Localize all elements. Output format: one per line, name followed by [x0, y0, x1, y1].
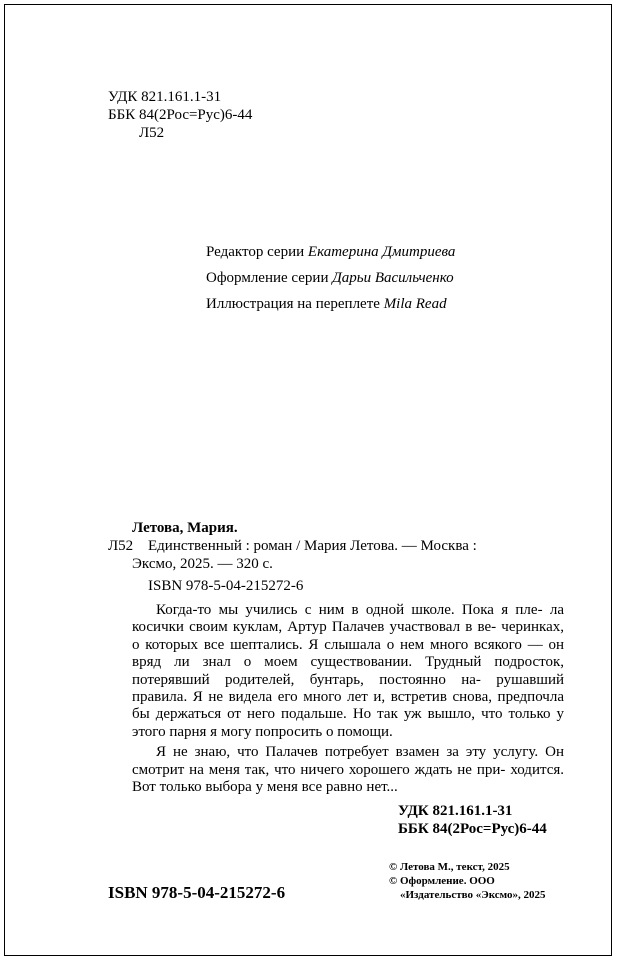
annotation-line: снова, предпочла бы держаться от него подальше. Но так уж — [132, 689, 564, 723]
credit-name: Екатерина Дмитриева — [307, 244, 456, 260]
annotation-paragraph — [132, 602, 564, 741]
annotation-line: ходится. Вот только выбора у меня все равно нет... — [132, 761, 565, 796]
annotation-line: Когда-то мы учились с ним в одной школе. Пока я пле- — [156, 602, 543, 618]
annotation-line: ла косички своим куклам, Артур Палачев участвовал в ве- — [132, 602, 565, 636]
bbk-header: ББК 84(2Рос=Рус)6-44 — [108, 107, 253, 123]
footer-isbn: ISBN 978-5-04-215272-6 — [108, 883, 286, 902]
author-code-header: Л52 — [139, 125, 165, 141]
annotation — [132, 602, 564, 796]
credit-role: Редактор серии — [206, 244, 305, 260]
annotation-line: вышло, что только у этого парня я могу попросить о помощи. — [132, 706, 565, 740]
udk-header: УДК 821.161.1-31 — [108, 89, 222, 105]
credit-design — [206, 269, 454, 287]
annotation-paragraph — [132, 744, 564, 796]
annotation-line: Он смотрит на меня так, что ничего хорошего ждать не при- — [132, 744, 564, 778]
page-border — [4, 4, 612, 956]
credit-name: Дарьи Васильченко — [332, 270, 454, 286]
credit-name: Mila Read — [383, 296, 447, 312]
annotation-line: Я не знаю, что Палачев потребует взамен за эту услугу. — [156, 744, 539, 761]
copyright-publisher: «Издательство «Эксмо», 2025 — [400, 889, 546, 901]
bbk-bold: ББК 84(2Рос=Рус)6-44 — [398, 821, 547, 837]
copyright-text: © Летова М., текст, 2025 — [389, 861, 510, 873]
credit-role: Оформление серии — [206, 270, 329, 286]
credit-illustration — [206, 295, 447, 313]
biblio-code: Л52 — [108, 538, 134, 554]
credit-role: Иллюстрация на переплете — [206, 296, 380, 312]
copyright-design: © Оформление. ООО — [389, 875, 495, 887]
biblio-isbn: ISBN 978-5-04-215272-6 — [148, 578, 304, 594]
udk-bold: УДК 821.161.1-31 — [398, 803, 513, 819]
biblio-title-line: Единственный : роман / Мария Летова. — Москва : — [148, 538, 477, 554]
biblio-publisher-line: Эксмо, 2025. — 320 с. — [132, 556, 273, 572]
annotation-line: черинках, о которых все шептались. Я слышала о нем много — [132, 619, 565, 653]
credit-editor — [206, 243, 455, 261]
annotation-line: всякого — он вряд ли знал о моем существовании. Трудный — [132, 636, 565, 671]
biblio-author: Летова, Мария. — [132, 520, 238, 536]
annotation-line: рушавший правила. Я не видела его много лет и, встретив — [132, 671, 564, 706]
annotation-line: подросток, потерявший родителей, бунтарь, постоянно на- — [132, 654, 564, 688]
